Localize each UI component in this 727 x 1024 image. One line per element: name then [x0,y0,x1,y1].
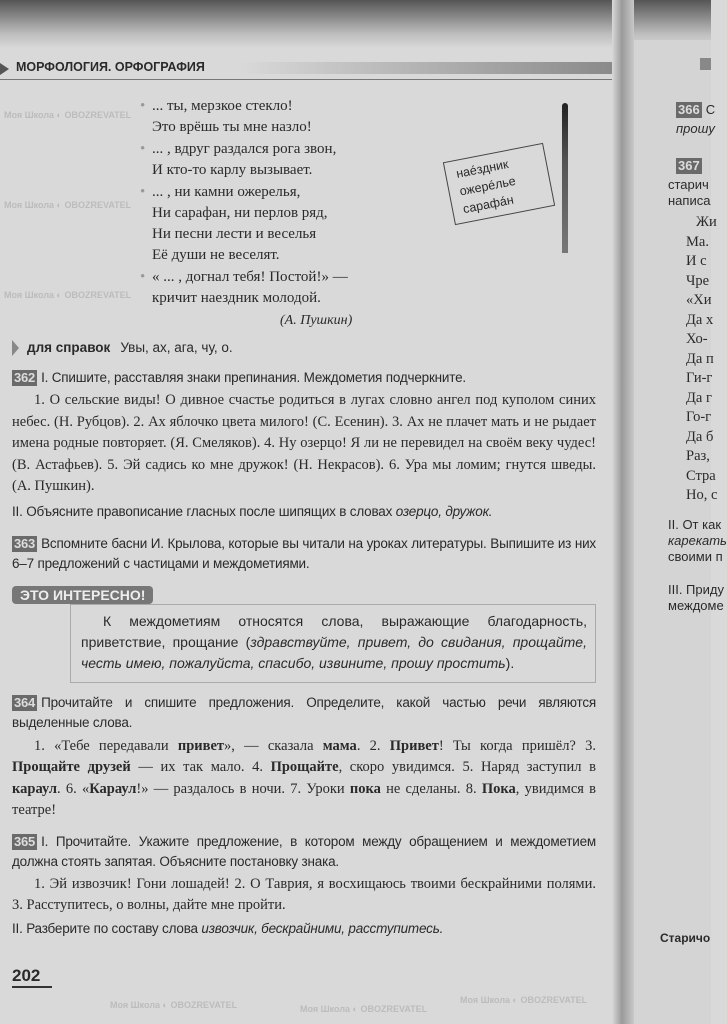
right-page-bottom-text: Старичо [660,931,711,945]
vocab-word: наéздник [454,156,510,181]
exercise-367-line: написа [668,193,711,208]
poem-line: Раз, [686,448,710,464]
vocabulary-note [443,143,555,225]
exercise-words: извозчик, бескрайними, расступитесь. [201,920,444,936]
highlighted-word: мама [322,737,357,754]
page-top-shadow [0,0,711,48]
poem-line: Ни песни лести и веселья [152,226,317,242]
fact-end: ). [505,654,515,671]
poem-line: Ги-г [686,370,713,386]
right-poem [686,213,717,506]
reference-label: для справок [27,340,111,355]
reference-text: Увы, ах, ага, чу, о. [120,340,233,355]
exercise-number: 366 [678,102,700,117]
poem-line: Да г [686,389,712,406]
text-fragment: 1. «Тебе передавали [34,737,178,754]
poem-line: кричит наездник молодой. [152,290,321,306]
task-line: II. От как [668,517,722,532]
poem-line: Да п [686,350,714,367]
poem-line: И кто-то карлу вызывает. [152,162,313,178]
poem-line: Её души не веселят. [152,247,280,263]
page-number: 202 [12,966,52,988]
poem-line: И с [686,253,707,269]
watermark: Моя Школа ◐ OBOZREVATEL [4,290,132,300]
poem-line: Чре [686,272,710,289]
exercise-363 [12,534,596,574]
exercise-task: Вспомните басни И. Крылова, которые вы читали на уроках литературы. Выпишите из них 6–7 предложений с частицами и междометиями. [12,535,596,571]
exercise-task: I. Спишите, расставляя знаки препинания. Междометия подчеркните. [41,370,466,385]
poem-line: «Хи [686,292,712,308]
text-fragment: , скоро увидимся. 5. Наряд заступил в [338,759,596,775]
text-fragment: ! Ты когда пришёл? 3. [438,737,596,754]
poem-stanza [140,139,352,181]
highlighted-word: Караул [89,780,137,797]
exercise-367 [676,158,706,174]
vocab-word: ожерéлье [458,173,517,199]
watermark: Моя Школа ◐ OBOZREVATEL [300,1004,428,1014]
poem-line: Но, с [686,487,718,503]
fact-text: К междометиям относятся слова, выражающие благодарность, приветствие, прощание ( [81,612,587,650]
watermark: Моя Школа ◐ OBOZREVATEL [4,200,132,210]
poem-line: Стра [686,467,716,484]
task-line: междоме [668,598,724,613]
highlighted-word: Привет [389,737,439,754]
highlighted-word: караул [12,780,57,797]
exercise-text: 1. Эй извозчик! Гони лошадей! 2. О Таврия, я восхищаюсь твоими бескрайними полями. 3. Расступитесь, о волны, дайте мне пройти. [12,875,596,913]
text-fragment: не сделаны. 8. [380,780,482,797]
highlighted-word: привет [177,737,225,754]
reference-marker-icon [12,340,19,356]
highlighted-word: Прощайте [270,759,339,775]
task-line: карекать [668,533,727,548]
text-fragment: . 6. « [57,780,90,797]
exercise-number: 362 [14,370,36,385]
highlighted-word: пока [349,780,381,797]
exercise-number: 363 [14,535,36,551]
exercise-task-2: II. Разберите по составу слова [12,920,198,936]
exercise-367-task3 [668,582,724,614]
interesting-fact-label: ЭТО ИНТЕРЕСНО! [12,586,153,604]
watermark: Моя Школа ◐ OBOZREVATEL [110,1000,238,1010]
exercise-367-line: старич [668,177,709,192]
exercise-364 [12,693,596,822]
poem-line: ... ты, мерзкое стекло! [152,98,293,114]
exercise-task: I. Прочитайте. Укажите предложение, в котором между обращением и междометием должна стоять запятая. Объясните постановку знака. [12,833,596,869]
exercise-number: 364 [14,694,36,710]
poem-stanza [140,182,352,266]
poem-line: Го-г [686,409,712,425]
reference-note [12,338,596,358]
bullet-icon: • [140,98,146,114]
exercise-365 [12,832,596,939]
poem-line: ... , ни камни ожерелья, [152,184,301,200]
exercise-366 [676,102,715,118]
watermark: Моя Школа ◐ OBOZREVATEL [4,110,132,120]
poem-stanza [140,96,352,138]
bullet-icon: • [140,184,146,200]
exercise-367-task2 [668,517,727,565]
vocab-word: сарафáн [461,192,515,217]
section-title: МОРФОЛОГИЯ. ОРФОГРАФИЯ [16,60,205,74]
interesting-fact [12,586,596,683]
text-fragment: . 2. [356,737,390,754]
poem-line: Хо- [686,331,708,347]
exercise-number: 367 [678,158,700,173]
poem-line: « ... , догнал тебя! Постой!» — [152,269,348,285]
poem-excerpt [140,96,352,331]
exercise-number: 365 [14,833,36,849]
text-fragment: , увидимся в театре! [12,780,596,818]
section-header [0,59,612,80]
poem-line: Да б [686,428,714,445]
poem-line: Ма. [686,233,709,250]
text-fragment: !» — раздалось в ночи. 7. Уроки [136,780,350,797]
exercise-task: С [705,102,716,117]
poem-line: Да х [686,311,714,328]
exercise-362 [12,368,596,522]
exercise-task-2: II. Объясните правописание гласных после шипящих в словах [12,503,393,519]
highlighted-word: Пока [481,780,516,797]
poem-line: Ни сарафан, ни перлов ряд, [152,205,328,221]
highlighted-word: Прощайте друзей [12,759,131,775]
poem-stanza [140,267,352,309]
exercise-366-line: прошу [676,121,715,136]
main-column [12,338,596,939]
header-bar [240,62,612,74]
interesting-fact-box [70,604,596,683]
header-arrow-icon [0,63,9,75]
poem-line: Это врёшь ты мне назло! [152,119,312,135]
exercise-text [12,736,596,822]
task-line: III. Приду [668,582,724,597]
pen-illustration [562,103,568,253]
bullet-icon: • [140,269,146,285]
text-fragment: — их так мало. 4. [130,759,271,775]
right-header-bar [700,58,711,70]
text-fragment: », — сказала [224,737,323,754]
poem-line: ... , вдруг раздался рога звон, [152,141,337,157]
exercise-text: 1. О сельские виды! О дивное счастье родиться в лугах словно ангел под куполом синих небес. (Н. Рубцов). 2. Ах яблочко цвета милого! (С. Есенин). 3. Ах не плачет мать и не рыдает имена родные повторяет. (Я. Смеляков). 4. Ну озерцо! Я ли не перевидел на своём веку чудес! (В. Астафьев). 5. Эй садись ко мне дружок! (Н. Некрасов). 6. Ура мы ломим; гнутся шведы. (А. Пушкин). [12,392,596,494]
exercise-task: Прочитайте и спишите предложения. Определите, какой частью речи являются выделенные слова. [12,694,596,730]
book-spine [612,0,634,1024]
poem-line: Жи [696,214,717,230]
task-line: своими п [668,549,723,564]
poem-author: (А. Пушкин) [280,313,353,328]
watermark: Моя Школа ◐ OBOZREVATEL [460,995,588,1005]
bullet-icon: • [140,141,146,157]
fact-examples: здравствуйте, привет, до свидания, прощайте, честь имею, пожалуйста, спасибо, извините, прошу простить [81,633,587,671]
exercise-words: озерцо, дружок. [395,503,493,519]
